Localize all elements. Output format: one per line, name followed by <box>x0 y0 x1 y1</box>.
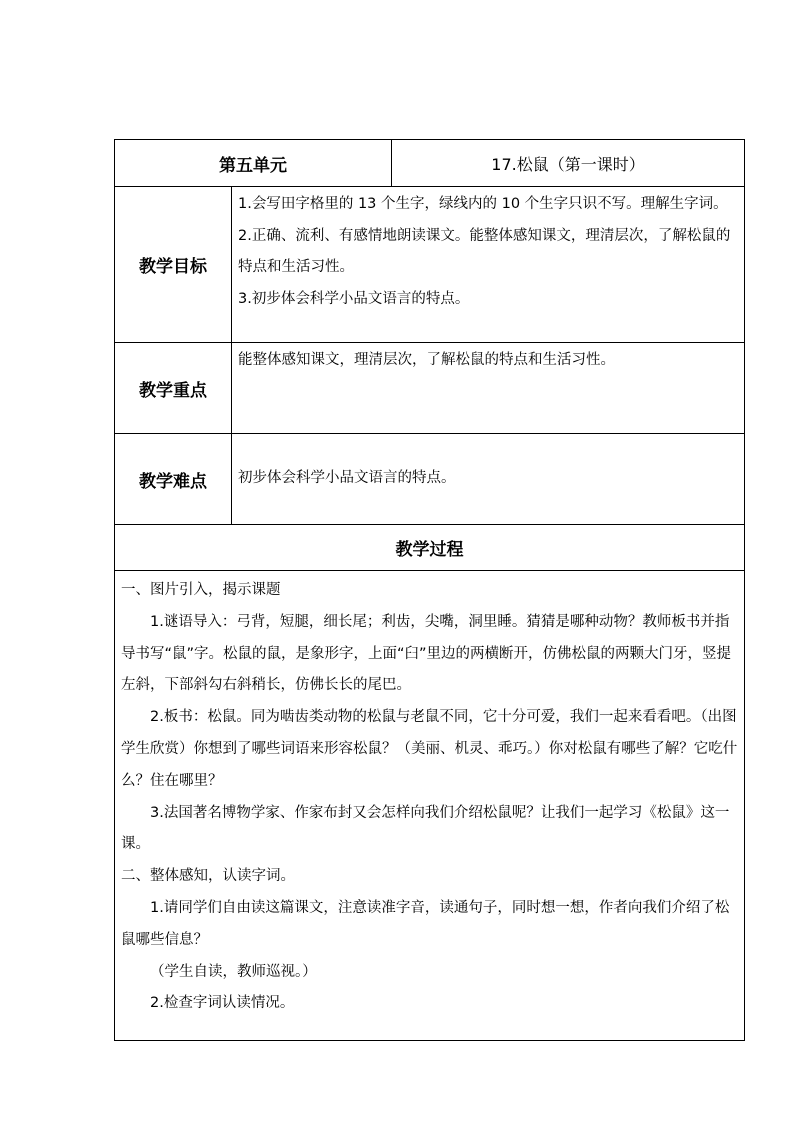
paragraph: 1.请同学们自由读这篇课文，注意读准字音，读通句子，同时想一想，作者向我们介绍了松鼠哪些信息？ <box>121 899 730 948</box>
goals-content <box>232 187 745 343</box>
section-heading: 一、图片引入，揭示课题 <box>121 582 281 598</box>
lesson-plan-table <box>114 139 745 1041</box>
section-heading: 二、整体感知，认读字词。 <box>121 868 295 885</box>
paragraph: 2.检查字词认读情况。 <box>150 995 295 1012</box>
difficulty-content: 初步体会科学小品文语言的特点。 <box>232 434 745 525</box>
focus-label: 教学重点 <box>115 343 232 434</box>
goal-item: 2.正确、流利、有感情地朗读课文。能整体感知课文，理清层次，了解松鼠的特点和生活习性。 <box>238 227 731 275</box>
process-title-row <box>115 525 745 571</box>
goals-row <box>115 187 745 343</box>
difficulty-label: 教学难点 <box>115 434 232 525</box>
process-title: 教学过程 <box>115 525 745 571</box>
header-row <box>115 140 745 187</box>
difficulty-row <box>115 434 745 525</box>
process-body-row <box>115 571 745 1041</box>
process-content <box>115 571 745 1041</box>
paragraph: 1.谜语导入：弓背，短腿，细长尾；利齿，尖嘴，洞里睡。猜猜是哪种动物？教师板书并指导书写“鼠”字。松鼠的鼠，是象形字，上面“臼”里边的两横断开，仿佛松鼠的两颗大门牙，竖提左斜，下部斜勾右斜稍长，仿佛长长的尾巴。 <box>121 613 732 694</box>
lesson-title: 17.松鼠（第一课时） <box>392 140 745 187</box>
focus-row <box>115 343 745 434</box>
paragraph: 3.法国著名博物学家、作家布封又会怎样向我们介绍松鼠呢？让我们一起学习《松鼠》这一课。 <box>121 804 730 853</box>
paragraph: 2.板书：松鼠。同为啮齿类动物的松鼠与老鼠不同，它十分可爱，我们一起来看看吧。（出图学生欣赏）你想到了哪些词语来形容松鼠？（美丽、机灵、乖巧。）你对松鼠有哪些了解？它吃什么？住在哪里？ <box>121 709 738 789</box>
unit-title: 第五单元 <box>115 140 392 187</box>
goals-label: 教学目标 <box>115 187 232 343</box>
goal-item: 3.初步体会科学小品文语言的特点。 <box>238 290 470 307</box>
focus-content: 能整体感知课文，理清层次，了解松鼠的特点和生活习性。 <box>232 343 745 434</box>
goal-item: 1.会写田字格里的 13 个生字，绿线内的 10 个生字只识不写。理解生字词。 <box>238 196 728 212</box>
paragraph-note: （学生自读，教师巡视。） <box>150 963 317 980</box>
